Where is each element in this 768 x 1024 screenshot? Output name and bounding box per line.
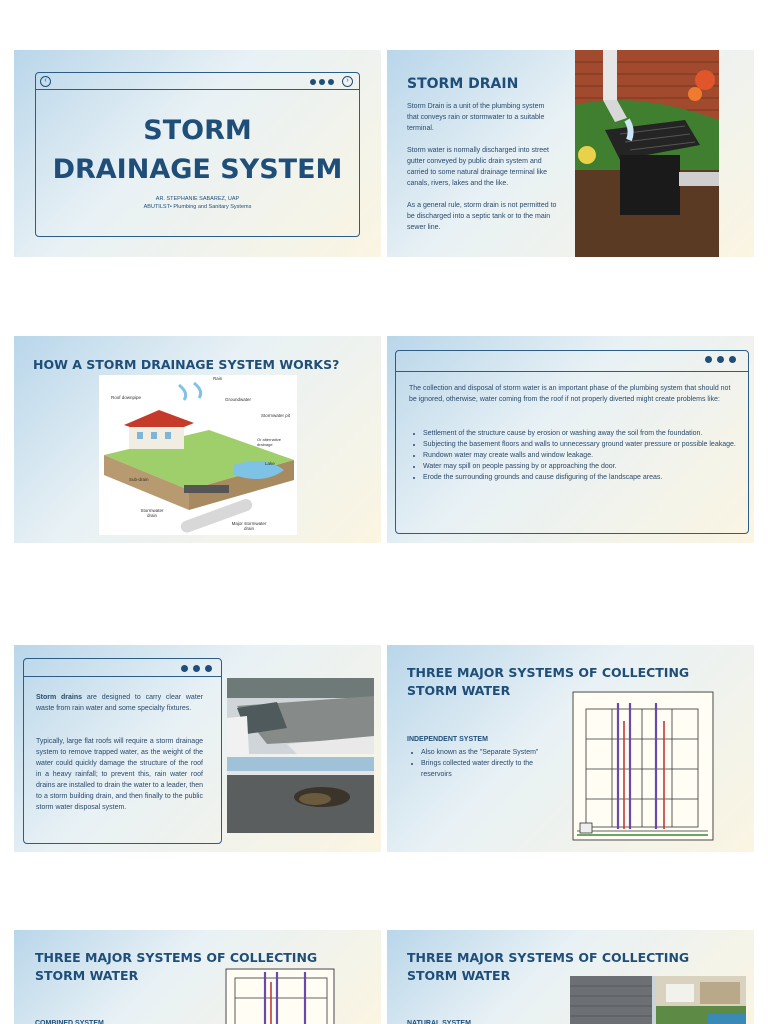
slide-storm-drain [387, 50, 754, 257]
frame-top-rule [396, 371, 748, 372]
dot-icon [310, 79, 316, 85]
diagram-label: Stormwater pit [261, 413, 291, 418]
slide-problems [387, 336, 754, 543]
dot-icon [319, 79, 325, 85]
dot-icon [193, 665, 200, 672]
deck-title-line1: STORM [143, 115, 252, 146]
dot-icon [705, 356, 712, 363]
slide-heading-line1: THREE MAJOR SYSTEMS OF COLLECTING [35, 950, 318, 965]
slide-independent-system [387, 645, 754, 852]
system-bullets [409, 747, 551, 780]
slide-title [14, 50, 381, 257]
dot-icon [328, 79, 334, 85]
list-item: • Water may spill on people passing by or approaching the door. [423, 461, 749, 472]
combined-piping-diagram [225, 968, 335, 1024]
slide-heading-line2: STORM WATER [407, 683, 511, 698]
problems-list [411, 428, 749, 483]
list-item: • Rundown water may create walls and window leakage. [423, 450, 749, 461]
diagram-label: Roof downpipe [111, 395, 142, 400]
slide-heading: STORM DRAIN [407, 76, 519, 92]
diagram-label: Sub-drain [129, 477, 149, 482]
dot-icon [205, 665, 212, 672]
list-item: • Subjecting the basement floors and walls to unnecessary ground water pressure or possible leakage. [423, 439, 749, 450]
diagram-label: Groundwater [225, 397, 252, 402]
diagram-label: Stormwater drain [140, 508, 164, 518]
flat-roof-water-photo [227, 757, 374, 833]
slide-heading-line1: THREE MAJOR SYSTEMS OF COLLECTING [407, 950, 690, 965]
drainage-diagram [99, 375, 297, 535]
paragraph-text: are designed to carry clear water waste from rain water and some specialty fixtures. [36, 694, 203, 712]
subheading: INDEPENDENT SYSTEM [407, 736, 488, 743]
frame-top-rule [24, 676, 221, 677]
subheading: NATURAL SYSTEM [407, 1020, 471, 1024]
slide-storm-drains [14, 645, 381, 852]
course: ABUTILST• Plumbing and Sanitary Systems [143, 204, 252, 210]
diagram-label: Rain [213, 376, 223, 381]
paragraph: Storm water is normally discharged into street gutter conveyed by public drain system and carried to some natural drainage terminal like canals, rivers, lakes and the like. [407, 147, 549, 187]
paragraph: As a general rule, storm drain is not permitted to be discharged into a septic tank or to the main sewer line. [407, 202, 557, 231]
dot-icon [729, 356, 736, 363]
list-item: • Settlement of the structure cause by erosion or washing away the soil from the foundation. [423, 428, 749, 439]
bold-term: Storm drains [36, 694, 83, 701]
deck-title-line2: DRAINAGE SYSTEM [52, 154, 343, 185]
intro-paragraph: The collection and disposal of storm water is an important phase of the plumbing system that should not be ignored, otherwise, water coming from the roof if not properly diverted might create problems like: [409, 385, 731, 403]
dot-icon [181, 665, 188, 672]
subheading: COMBINED SYSTEM [35, 1020, 104, 1024]
natural-system-photo [570, 976, 746, 1024]
slide-heading-line2: STORM WATER [35, 968, 139, 983]
flat-roof-photo [227, 678, 374, 754]
paragraph [36, 692, 203, 714]
dot-icon [717, 356, 724, 363]
paragraph: Typically, large flat roofs will require a storm drainage system to remove trapped water, as the weight of the water could quickly damage the structure of the roof in a heavy rainfall; to prevent this, rain water roof drains are installed to drain the water to a leader, then to a storm building drain, and then finally to the public storm water disposal system. [36, 738, 203, 811]
prev-arrow-icon: ‹ [40, 76, 51, 87]
slide-how-it-works [14, 336, 381, 543]
next-arrow-icon: › [342, 76, 353, 87]
slide-heading-line2: STORM WATER [407, 968, 511, 983]
paragraph: Storm Drain is a unit of the plumbing system that conveys rain or stormwater to a suitable terminal. [407, 103, 545, 132]
diagram-label: Lake [265, 461, 275, 466]
list-item: • Brings collected water directly to the reservoirs [421, 758, 551, 780]
list-item: • Also known as the "Separate System" [421, 747, 551, 758]
diagram-label: Or alternative drainage [257, 437, 282, 447]
author: AR. STEPHANIE SABAREZ, UAP [155, 196, 240, 202]
slide-heading-line1: THREE MAJOR SYSTEMS OF COLLECTING [407, 665, 690, 680]
storm-drain-photo [575, 50, 719, 257]
slide-combined-system [14, 930, 381, 1024]
frame-top-rule [36, 89, 359, 90]
list-item: • Erode the surrounding grounds and cause disfiguring of the landscape areas. [423, 472, 749, 483]
slide-heading: HOW A STORM DRAINAGE SYSTEM WORKS? [33, 357, 340, 372]
slide-natural-system [387, 930, 754, 1024]
piping-diagram [572, 691, 714, 841]
diagram-label: Major stormwater drain [231, 521, 267, 531]
